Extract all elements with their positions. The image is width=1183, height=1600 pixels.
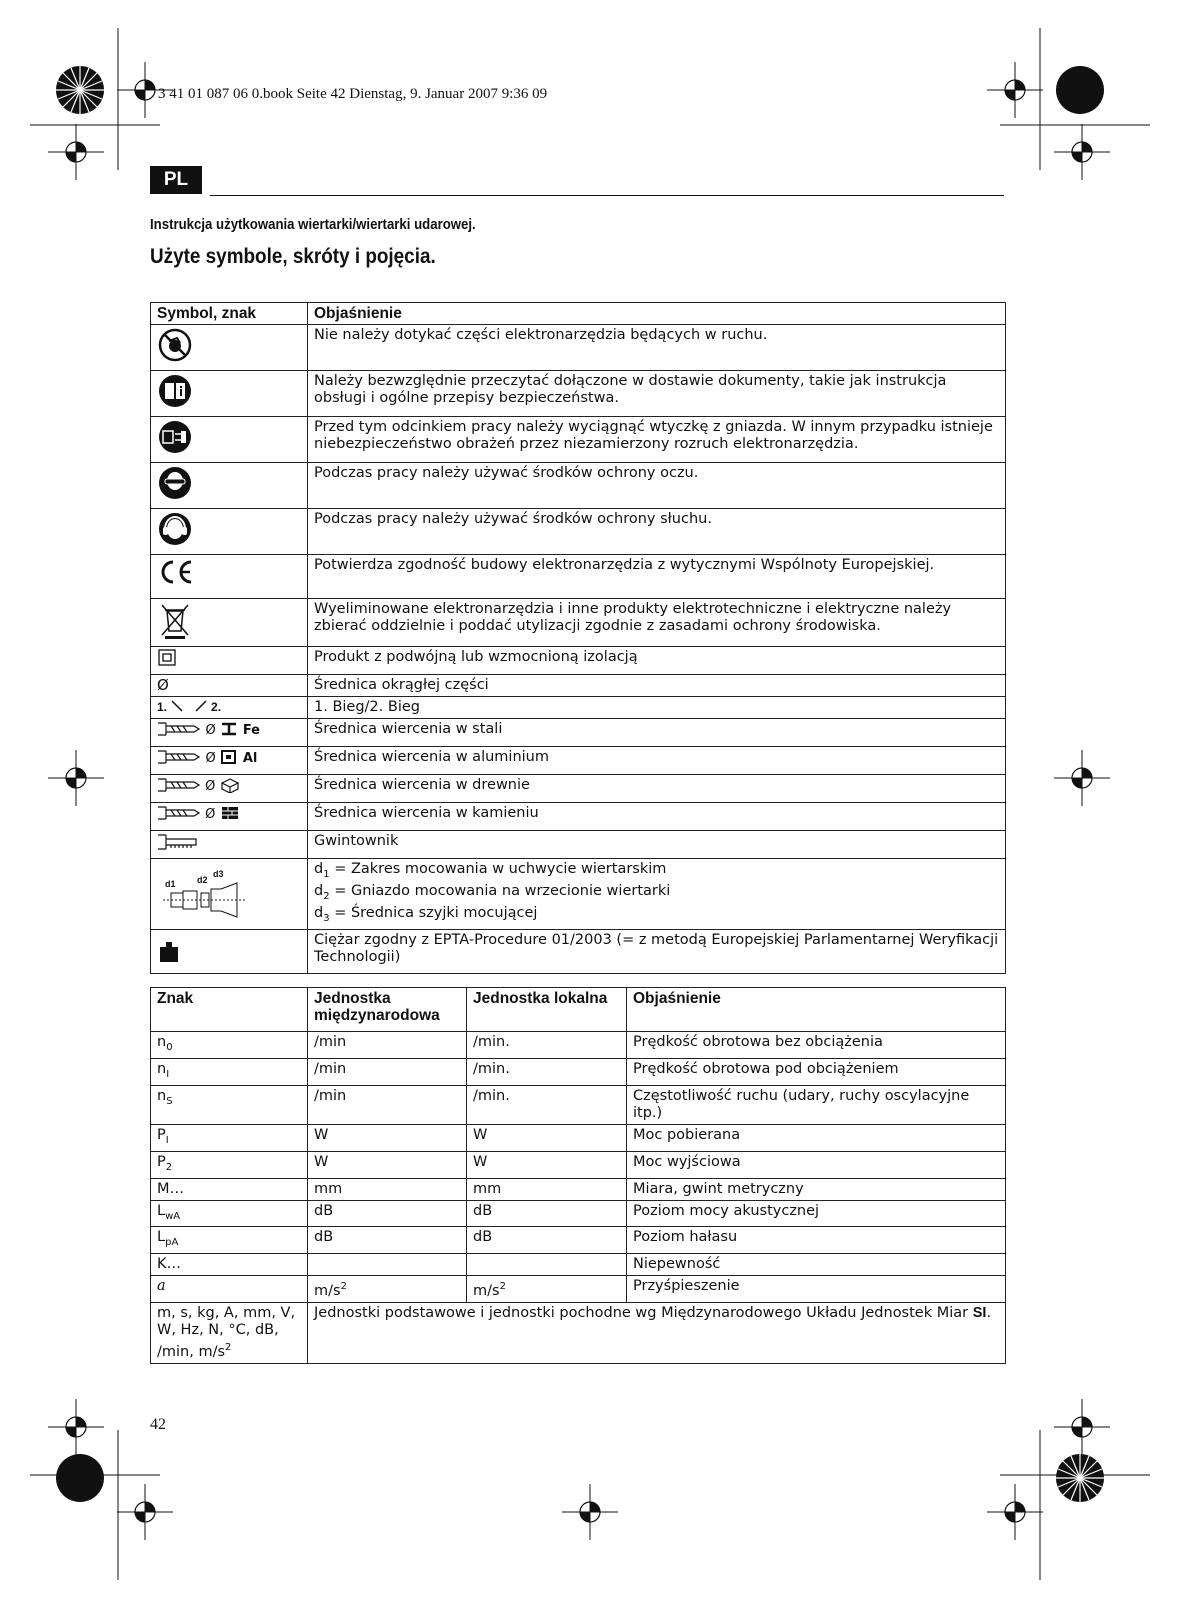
symbols-table xyxy=(150,302,1006,974)
unit-sign: a xyxy=(151,1276,308,1303)
table-row xyxy=(151,1032,1006,1059)
column-header-explanation: Objaśnienie xyxy=(308,303,1006,325)
gear-1-2-icon xyxy=(151,697,308,719)
row-explanation: Wyeliminowane elektronarzędzia i inne produkty elektrotechniczne i elektryczne należy zbierać oddzielnie i poddać utylizacji zgodnie z zasadami ochrony środowiska. xyxy=(308,599,1006,647)
unit-sign: $n_S$ xyxy=(151,1085,308,1124)
table-row xyxy=(151,803,1006,831)
unit-sign: $L_{pA}$ xyxy=(151,1227,308,1254)
table-row xyxy=(151,1200,1006,1227)
local-unit: /min. xyxy=(467,1085,627,1124)
table-row xyxy=(151,555,1006,599)
table-row xyxy=(151,831,1006,859)
row-explanation: Moc wyjściowa xyxy=(627,1151,1006,1178)
al-label: Al xyxy=(242,751,258,766)
units-table xyxy=(150,987,1006,1364)
local-unit: $m/s^2$ xyxy=(467,1276,627,1303)
no-touch-moving-parts-icon xyxy=(157,327,193,363)
table-row xyxy=(151,675,1006,697)
drill-aluminium-icon: Ø Al xyxy=(151,747,308,775)
si-units-list: m, s, kg, A, mm, V, W, Hz, N, °C, dB, /min, $m/s^2$ xyxy=(151,1303,308,1364)
eye-protection-icon xyxy=(157,465,193,501)
table-row xyxy=(151,1276,1006,1303)
table-row xyxy=(151,1151,1006,1178)
d3-line: $d_3$ = Średnica szyjki mocującej xyxy=(314,904,538,924)
table-row xyxy=(151,719,1006,747)
table-row xyxy=(151,747,1006,775)
table-row xyxy=(151,647,1006,675)
column-header-intl-unit: Jednostka międzynarodowa xyxy=(308,988,467,1032)
column-header-sign: Znak xyxy=(151,988,308,1032)
row-explanation: Nie należy dotykać części elektronarzędzia będących w ruchu. xyxy=(308,325,1006,371)
local-unit: /min. xyxy=(467,1058,627,1085)
unit-sign: $L_{wA}$ xyxy=(151,1200,308,1227)
row-explanation: Moc pobierana xyxy=(627,1124,1006,1151)
table-row xyxy=(151,417,1006,463)
unit-sign: $n_0$ xyxy=(151,1032,308,1059)
intl-unit: /min xyxy=(308,1085,467,1124)
row-explanation: Przed tym odcinkiem pracy należy wyciągnąć wtyczkę z gniazda. W innym przypadku istnieje niebezpieczeństwo obrażeń przez niezamierzony rozruch elektronarzędzia. xyxy=(308,417,1006,463)
table-row xyxy=(151,1058,1006,1085)
local-unit: W xyxy=(467,1124,627,1151)
header-rule xyxy=(210,195,1004,196)
gear-2-tool-icon xyxy=(194,699,208,713)
row-explanation: Średnica wiercenia w drewnie xyxy=(308,775,1006,803)
intl-unit xyxy=(308,1254,467,1276)
svg-text:d3: d3 xyxy=(213,869,224,879)
svg-text:d2: d2 xyxy=(197,875,208,885)
d1-line: $d_1$ = Zakres mocowania w uchwycie wiertarskim xyxy=(314,861,667,880)
table-row xyxy=(151,1303,1006,1364)
intl-unit: dB xyxy=(308,1200,467,1227)
row-explanation: Ciężar zgodny z EPTA-Procedure 01/2003 (= z metodą Europejskiej Parlamentarnej Weryfikacji Technologii) xyxy=(308,929,1006,973)
row-explanation: Gwintownik xyxy=(308,831,1006,859)
drill-steel-icon: Ø Fe xyxy=(151,719,308,747)
intl-unit: /min xyxy=(308,1058,467,1085)
gear-1-label: 1. xyxy=(157,700,168,714)
fe-label: Fe xyxy=(242,723,260,738)
gear-2-label: 2. xyxy=(211,700,222,714)
table-row xyxy=(151,929,1006,973)
document-subtitle: Instrukcja użytkowania wiertarki/wiertarki udarowej. xyxy=(150,216,476,233)
language-badge: PL xyxy=(150,166,202,194)
table-row xyxy=(151,775,1006,803)
row-explanation: Średnica wiercenia w aluminium xyxy=(308,747,1006,775)
table-row xyxy=(151,1178,1006,1200)
unit-sign: $P_2$ xyxy=(151,1151,308,1178)
local-unit: /min. xyxy=(467,1032,627,1059)
read-manual-icon xyxy=(157,373,193,409)
table-row xyxy=(151,697,1006,719)
row-explanation: Podczas pracy należy używać środków ochrony słuchu. xyxy=(308,509,1006,555)
row-explanation: Produkt z podwójną lub wzmocnioną izolacją xyxy=(308,647,1006,675)
column-header-explanation: Objaśnienie xyxy=(627,988,1006,1032)
si-units-explanation: Jednostki podstawowe i jednostki pochodne wg Międzynarodowego Układu Jednostek Miar SI. xyxy=(308,1303,1006,1364)
local-unit: dB xyxy=(467,1227,627,1254)
row-explanation: Przyśpieszenie xyxy=(627,1276,1006,1303)
unit-sign: $n_I$ xyxy=(151,1058,308,1085)
drill-wood-icon: Ø xyxy=(151,775,308,803)
ear-protection-icon xyxy=(157,511,193,547)
page-title: Użyte symbole, skróty i pojęcia. xyxy=(150,245,436,268)
table-row xyxy=(151,1085,1006,1124)
intl-unit: /min xyxy=(308,1032,467,1059)
table-row xyxy=(151,599,1006,647)
unplug-icon xyxy=(157,419,193,455)
unit-sign: K… xyxy=(151,1254,308,1276)
row-explanation: 1. Bieg/2. Bieg xyxy=(308,697,1006,719)
table-header-row xyxy=(151,988,1006,1032)
local-unit xyxy=(467,1254,627,1276)
book-header-line: 3 41 01 087 06 0.book Seite 42 Dienstag, 9. Januar 2007 9:36 09 xyxy=(158,86,548,102)
intl-unit: $m/s^2$ xyxy=(308,1276,467,1303)
row-explanation: Poziom hałasu xyxy=(627,1227,1006,1254)
intl-unit: dB xyxy=(308,1227,467,1254)
intl-unit: mm xyxy=(308,1178,467,1200)
tap-icon xyxy=(157,833,201,851)
row-explanation: Średnica wiercenia w stali xyxy=(308,719,1006,747)
row-explanation: Prędkość obrotowa bez obciążenia xyxy=(627,1032,1006,1059)
table-row xyxy=(151,463,1006,509)
row-explanation: Średnica wiercenia w kamieniu xyxy=(308,803,1006,831)
table-row xyxy=(151,1227,1006,1254)
intl-unit: W xyxy=(308,1151,467,1178)
weee-bin-icon xyxy=(157,601,193,639)
chuck-dimensions-explanation xyxy=(308,859,1006,930)
ce-mark-icon xyxy=(157,557,197,587)
row-explanation: Niepewność xyxy=(627,1254,1006,1276)
unit-sign: $P_I$ xyxy=(151,1124,308,1151)
row-explanation: Poziom mocy akustycznej xyxy=(627,1200,1006,1227)
double-insulation-icon xyxy=(157,649,177,667)
column-header-symbol: Symbol, znak xyxy=(151,303,308,325)
table-row xyxy=(151,859,1006,930)
row-explanation: Potwierdza zgodność budowy elektronarzędzia z wytycznymi Wspólnoty Europejskiej. xyxy=(308,555,1006,599)
drill-stone-icon: Ø xyxy=(151,803,308,831)
row-explanation: Częstotliwość ruchu (udary, ruchy oscylacyjne itp.) xyxy=(627,1085,1006,1124)
gear-1-tool-icon xyxy=(170,699,184,713)
local-unit: W xyxy=(467,1151,627,1178)
chuck-dimensions-icon xyxy=(157,865,247,921)
row-explanation: Średnica okrągłej części xyxy=(308,675,1006,697)
unit-sign: M… xyxy=(151,1178,308,1200)
row-explanation: Podczas pracy należy używać środków ochrony oczu. xyxy=(308,463,1006,509)
row-explanation: Miara, gwint metryczny xyxy=(627,1178,1006,1200)
local-unit: mm xyxy=(467,1178,627,1200)
d2-line: $d_2$ = Gniazdo mocowania na wrzecionie wiertarki xyxy=(314,882,671,902)
table-header-row xyxy=(151,303,1006,325)
page-number: 42 xyxy=(150,1416,166,1433)
local-unit: dB xyxy=(467,1200,627,1227)
table-row xyxy=(151,1124,1006,1151)
table-row xyxy=(151,371,1006,417)
svg-text:d1: d1 xyxy=(165,879,176,889)
table-row xyxy=(151,1254,1006,1276)
column-header-local-unit: Jednostka lokalna xyxy=(467,988,627,1032)
table-row xyxy=(151,325,1006,371)
diameter-icon: Ø xyxy=(151,675,308,697)
table-row xyxy=(151,509,1006,555)
row-explanation: Należy bezwzględnie przeczytać dołączone w dostawie dokumenty, takie jak instrukcja obsługi i ogólne przepisy bezpieczeństwa. xyxy=(308,371,1006,417)
row-explanation: Prędkość obrotowa pod obciążeniem xyxy=(627,1058,1006,1085)
weight-icon xyxy=(157,940,181,964)
intl-unit: W xyxy=(308,1124,467,1151)
